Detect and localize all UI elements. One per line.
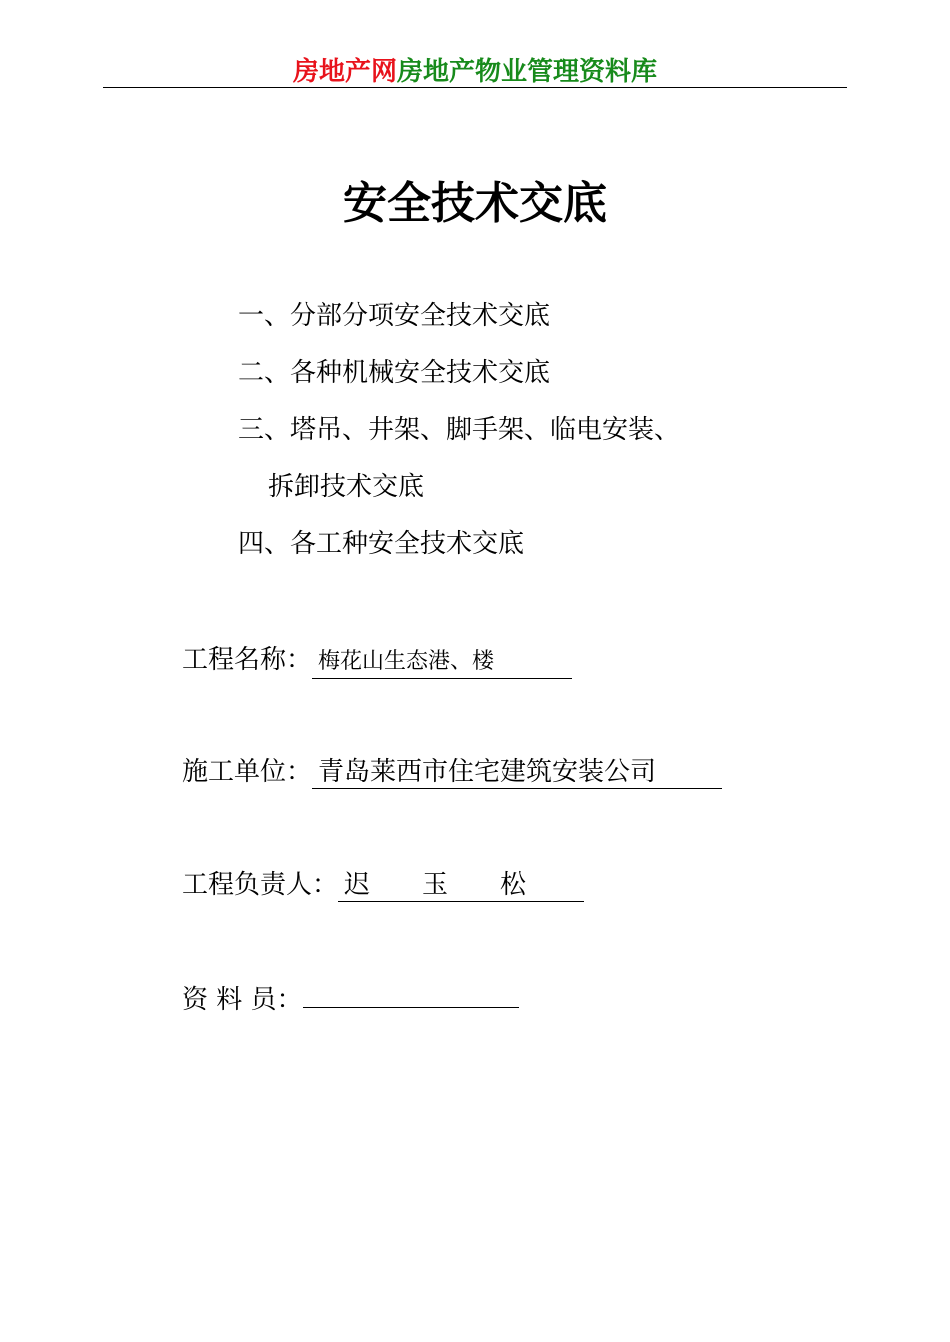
toc-item-2: 二、各种机械安全技术交底 (238, 358, 551, 388)
page-header (0, 52, 950, 92)
project-manager-label: 工程负责人： (182, 870, 339, 900)
toc-item-1: 一、分部分项安全技术交底 (238, 301, 551, 331)
project-manager-value: 迟 玉 松 (338, 869, 584, 902)
header-library-name: 房地产物业管理资料库 (397, 57, 658, 87)
toc-item-3-continued: 拆卸技术交底 (268, 472, 425, 502)
project-name-value: 梅花山生态港、楼 (312, 646, 572, 679)
construction-unit-label: 施工单位： (182, 757, 313, 787)
project-name-label: 工程名称： (182, 645, 313, 675)
project-name-field (182, 640, 572, 680)
header-site-name: 房地产网 (292, 57, 397, 87)
project-manager-field (182, 865, 584, 905)
header-divider (103, 87, 847, 88)
construction-unit-field (182, 752, 722, 792)
data-clerk-field (182, 975, 519, 1020)
data-clerk-label: 资 料 员： (182, 985, 303, 1015)
data-clerk-value-blank (303, 975, 519, 1008)
toc-item-3: 三、塔吊、井架、脚手架、临电安装、 (238, 415, 681, 445)
construction-unit-value: 青岛莱西市住宅建筑安装公司 (312, 756, 722, 789)
toc-item-4: 四、各工种安全技术交底 (238, 529, 525, 559)
document-title: 安全技术交底 (343, 178, 607, 229)
